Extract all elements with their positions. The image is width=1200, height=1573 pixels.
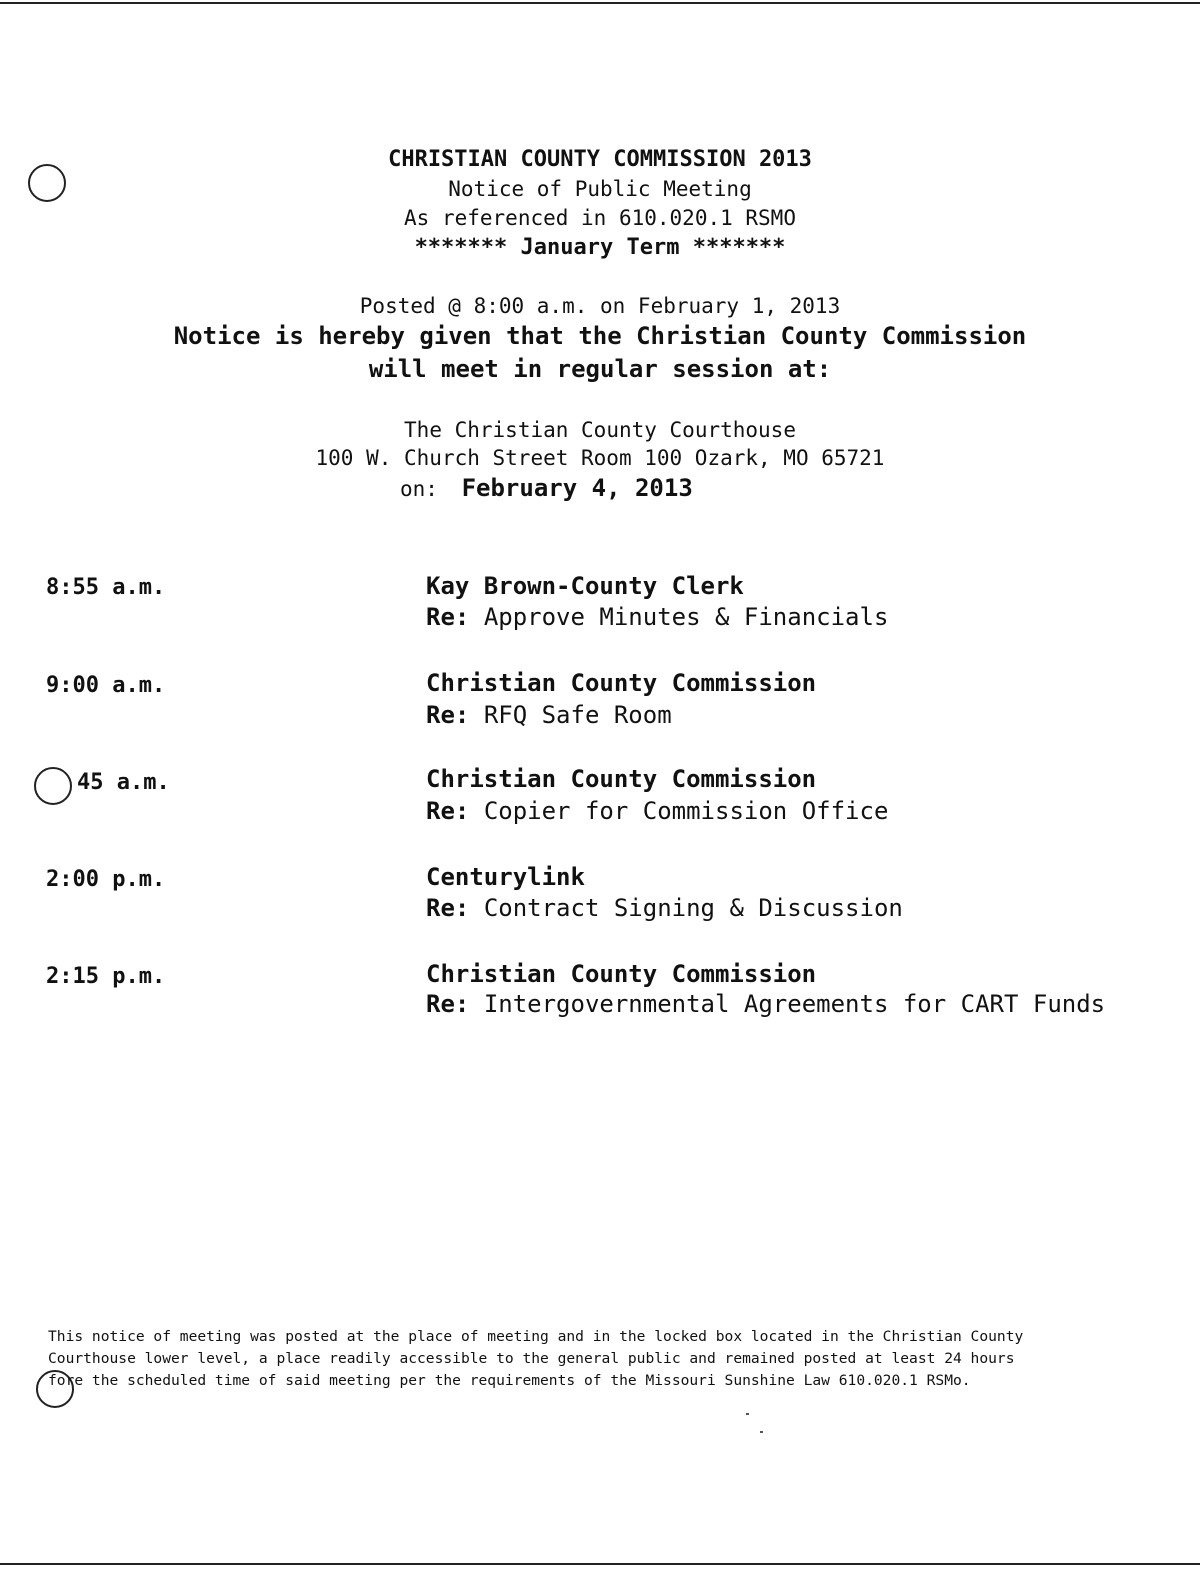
agenda-subject — [426, 894, 903, 922]
document-title: CHRISTIAN COUNTY COMMISSION 2013 — [388, 147, 812, 172]
agenda-presenter: Christian County Commission — [426, 765, 817, 793]
meeting-date-line — [400, 474, 693, 502]
meeting-date: February 4, 2013 — [461, 474, 693, 502]
term-line: ******* January Term ******* — [414, 235, 786, 260]
agenda-presenter: Centurylink — [426, 863, 585, 891]
re-text: Approve Minutes & Financials — [483, 603, 889, 631]
punch-hole-middle — [34, 767, 72, 805]
agenda-subject — [426, 990, 1105, 1018]
on-label: on: — [400, 477, 438, 501]
agenda-subject — [426, 797, 888, 825]
agenda-presenter: Christian County Commission — [426, 960, 817, 988]
re-label: Re: — [426, 894, 470, 922]
agenda-time: 45 a.m. — [77, 770, 170, 795]
top-border-line — [0, 2, 1200, 4]
re-text: RFQ Safe Room — [483, 701, 672, 729]
agenda-subject — [426, 701, 672, 729]
re-text: Intergovernmental Agreements for CART Funds — [483, 990, 1106, 1018]
re-text: Copier for Commission Office — [483, 797, 889, 825]
agenda-time: 8:55 a.m. — [46, 575, 166, 600]
notice-line-2: will meet in regular session at: — [368, 355, 832, 383]
agenda-time: 2:15 p.m. — [46, 964, 166, 989]
notice-line-1: Notice is hereby given that the Christian County Commission — [173, 322, 1027, 350]
posted-line: Posted @ 8:00 a.m. on February 1, 2013 — [359, 294, 841, 318]
location-place: The Christian County Courthouse — [404, 418, 796, 442]
scan-speck — [746, 1413, 749, 1415]
notice-subtitle: Notice of Public Meeting — [448, 177, 752, 201]
statute-reference: As referenced in 610.020.1 RSMO — [404, 206, 796, 230]
posting-footnote: This notice of meeting was posted at the place of meeting and in the locked box located in the Christian County Courthouse lower level, a place readily accessible to the general public and remained posted at least 24 hours fore the scheduled time of said meeting per the requirements of the Missouri Sunshine Law 610.020.1 RSMo. — [48, 1328, 1024, 1389]
scan-speck — [760, 1431, 763, 1433]
agenda-subject — [426, 603, 888, 631]
bottom-border-line — [0, 1563, 1200, 1565]
re-label: Re: — [426, 603, 470, 631]
re-label: Re: — [426, 990, 470, 1018]
re-text: Contract Signing & Discussion — [483, 894, 903, 922]
re-label: Re: — [426, 701, 470, 729]
agenda-presenter: Christian County Commission — [426, 669, 817, 697]
re-label: Re: — [426, 797, 470, 825]
location-address: 100 W. Church Street Room 100 Ozark, MO 65721 — [315, 446, 885, 470]
agenda-presenter: Kay Brown-County Clerk — [426, 572, 744, 600]
agenda-time: 9:00 a.m. — [46, 673, 166, 698]
agenda-time: 2:00 p.m. — [46, 867, 166, 892]
